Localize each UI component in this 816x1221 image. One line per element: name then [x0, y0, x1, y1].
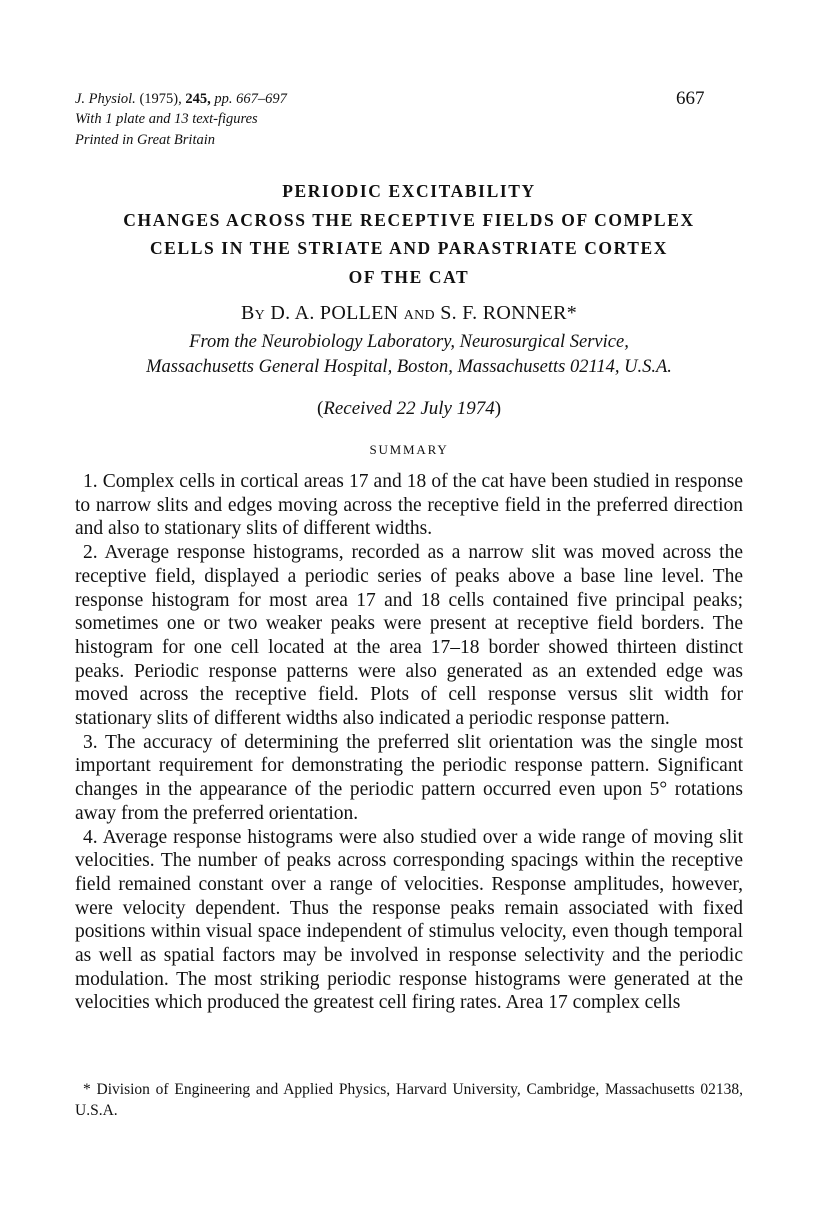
- author-pollen: D. A. POLLEN: [270, 302, 399, 324]
- journal-year: (1975),: [139, 91, 182, 107]
- summary-heading: SUMMARY: [369, 442, 449, 457]
- citation-line: [75, 88, 287, 110]
- journal-volume: 245,: [185, 91, 211, 107]
- page-number: 667: [676, 88, 705, 109]
- author-line: [75, 302, 743, 325]
- figures-note: With 1 plate and 13 text-figures: [75, 111, 258, 127]
- received-date: [75, 398, 743, 420]
- summary-paragraph: 4. Average response histograms were also studied over a wide range of moving slit velocities. The number of peaks across corresponding spacings within the receptive field remained constant over a range of velocities. Response amplitudes, however, were velocity dependent. Thus the response peaks remain associated with fixed positions within visual space independent of stimulus velocity, even though temporal as well as spatial factors may be involved in response selectivity and the periodic modulation. The most striking periodic response histograms were generated at the velocities which produced the greatest cell firing rates. Area 17 complex cells: [75, 826, 743, 1014]
- summary-paragraph: 2. Average response histograms, recorded as a narrow slit was moved across the receptive field, displayed a periodic series of peaks above a base line level. The response histogram for most area 17 and 18 cells contained five principal peaks; sometimes one or two weaker peaks were present at receptive field borders. The histogram for one cell located at the area 17–18 border showed thirteen distinct peaks. Periodic response patterns were also generated as an extended edge was moved across the receptive field. Plots of cell response versus slit width for stationary slits of different widths also indicated a periodic response pattern.: [75, 542, 743, 730]
- footnote: * Division of Engineering and Applied Physics, Harvard University, Cambridge, Massachusetts 02138, U.S.A.: [75, 1081, 743, 1119]
- author-ronner: S. F. RONNER*: [440, 302, 578, 324]
- title-line: CELLS IN THE STRIATE AND PARASTRIATE CORTEX: [149, 238, 669, 258]
- title-line: OF THE CAT: [348, 266, 470, 287]
- affiliation-line: Massachusetts General Hospital, Boston, Massachusetts 02114, U.S.A.: [146, 357, 672, 377]
- summary-paragraph: 3. The accuracy of determining the preferred slit orientation was the single most important requirement for demonstrating the periodic response pattern. Significant changes in the appearance of the periodic pattern occurred even upon 5° rotations away from the preferred orientation.: [75, 731, 743, 824]
- received-close: ): [494, 398, 502, 419]
- received-open: (: [316, 398, 324, 419]
- title-line: PERIODIC EXCITABILITY: [282, 181, 536, 201]
- received-text: Received 22 July 1974: [323, 398, 495, 419]
- summary-body: [75, 470, 743, 1015]
- summary-paragraph: 1. Complex cells in cortical areas 17 and 18 of the cat have been studied in response to narrow slits and edges moving across the receptive field in the preferred direction and also to stationary slits of different widths.: [75, 471, 743, 540]
- article-title: [75, 177, 743, 291]
- printed-note: Printed in Great Britain: [75, 132, 216, 148]
- and-word: and: [403, 302, 435, 324]
- by-word: By: [240, 302, 266, 324]
- journal-pages: pp. 667–697: [214, 91, 287, 107]
- title-line: CHANGES ACROSS THE RECEPTIVE FIELDS OF COMPLEX: [123, 209, 695, 230]
- affiliation-line: From the Neurobiology Laboratory, Neurosurgical Service,: [189, 332, 629, 352]
- journal-name: J. Physiol.: [75, 91, 136, 107]
- affiliation: [75, 330, 743, 380]
